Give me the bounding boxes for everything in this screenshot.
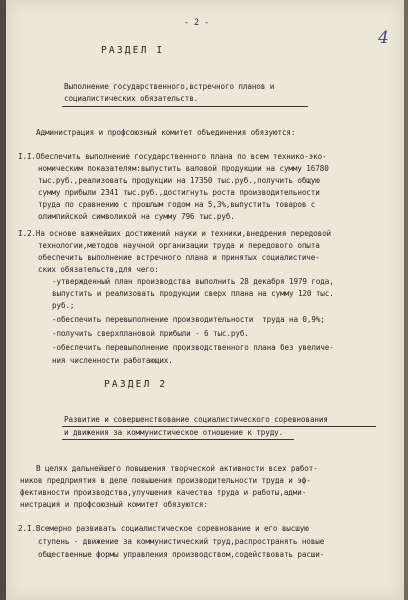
item-1-2-line: -обеспечить перевыполнение производственного плана без увеличе-	[52, 343, 334, 352]
section2-subtitle-line: и движения за коммунистическое отношение к труду.	[64, 428, 284, 437]
item-1-1-line: сумму прибыли 2341 тыс.руб.,достигнуть роста производительности	[38, 188, 320, 197]
item-1-1-line: тыс.руб.,реализовать продукции на 17350 тыс.руб.,получить общую	[38, 176, 320, 185]
item-1-2-line: руб.;	[52, 301, 75, 310]
section2-intro-line: нистрация и профсоюзный комитет обязуются:	[20, 500, 208, 509]
item-1-2-line: технологии,методов научной организации труда и передового опыта	[38, 241, 320, 250]
page-number: - 2 -	[184, 18, 210, 28]
item-1-1-line: номическим показателям:выпустить валовой продукции на сумму 16780	[38, 164, 329, 173]
item-1-2-line: ния численности работающих.	[52, 356, 173, 365]
section2-intro-line: В целях дальнейшего повышения творческой активности всех работ-	[36, 464, 318, 473]
item-1-1-line: I.I.Обеспечить выполнение государственного плана по всем технико-эко-	[18, 152, 327, 161]
section1-subtitle-line: социалистических обязательств.	[64, 94, 199, 103]
item-1-2-line: выпустить и реализовать продукции сверх плана на сумму 120 тыс.	[52, 289, 334, 298]
section2-intro-line: фективности производства,улучшения качества труда и работы,адми-	[20, 488, 307, 497]
item-1-1-line: труда по сравнению с прошлым годом на 5,3%,выпустить товаров с	[38, 200, 316, 209]
document-page	[6, 0, 404, 600]
item-2-1-line: 2.I.Всемерно развивать социалистическое соревнование и его высшую	[18, 524, 309, 533]
item-1-2-line: -утвержденный план производства выполнить 28 декабря 1979 года,	[52, 277, 334, 286]
item-1-2-line: ских обязательств,для чего:	[38, 265, 159, 274]
item-1-2-line: -получить сверхплановой прибыли - 6 тыс.руб.	[52, 329, 249, 338]
item-1-2-line: -обеспечить перевыполнение производительности труда на 0,9%;	[52, 315, 325, 324]
handwritten-page-number: 4	[378, 28, 389, 48]
section2-subtitle-line: Развитие и совершенствование социалистического соревнования	[64, 415, 328, 424]
item-2-1-line: общественные формы управления производством,содействовать расши-	[38, 550, 325, 559]
item-1-1-line: олимпийской символикой на сумму 796 тыс.руб.	[38, 212, 235, 221]
section1-subtitle-underline	[62, 106, 308, 107]
item-2-1-line: ступень - движение за коммунистический труд,распространять новые	[38, 537, 325, 546]
item-1-2-line: I.2.На основе важнейших достижений науки и техники,внедрения передовой	[18, 229, 332, 238]
section2-intro-line: ников предприятия в деле повышения производительности труда и эф-	[20, 476, 311, 485]
section1-intro: Администрация и профсоюзный комитет объединения обязуются:	[36, 128, 296, 137]
section2-title: РАЗДЕЛ 2	[104, 379, 168, 390]
section2-subtitle-underline	[62, 426, 376, 427]
section1-subtitle-line: Выполнение государственного,встречного планов и	[64, 82, 275, 91]
item-1-2-line: обеспечить выполнение встречного плана и принятых социалистиче-	[38, 253, 320, 262]
section2-subtitle-underline	[62, 439, 294, 440]
section1-title: РАЗДЕЛ I	[101, 45, 165, 56]
